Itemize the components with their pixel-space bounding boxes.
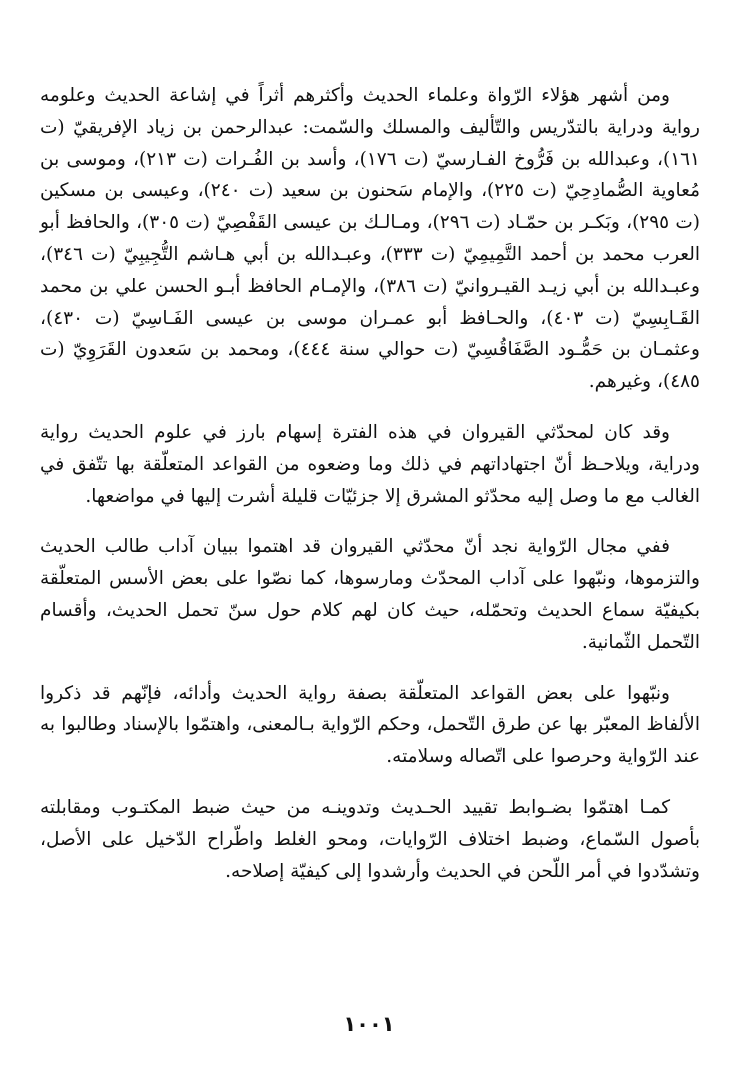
document-body bbox=[40, 80, 700, 906]
paragraph-narrators-list: ومن أشهر هؤلاء الرّواة وعلماء الحديث وأكثرهم أثراً في إشاعة الحديث وعلومه رواية ودراية بالتدّريس والتّأليف والمسلك والسّمت: عبدالرحمن بن زياد الإفريقيّ (ت ١٦١)، وعبدالله بن فَرُّوخ الفـارسيّ (ت ١٧٦)، وأسد بن الفُـرات (ت ٢١٣)، وموسى بن مُعاوية الصُّمادِحِيّ (ت ٢٢٥)، والإمام سَحنون بن سعيد (ت ٢٤٠)، وعيسى بن مسكين (ت ٢٩٥)، وبَكـر بن حمّـاد (ت ٢٩٦)، ومـالـك بن عيسى القَفْصِيّ (ت ٣٠٥)، والحافظ أبو العرب محمد بن أحمد التَّمِيمِيّ (ت ٣٣٣)، وعبـدالله بن أبي هـاشم التُّجِيبِيّ (ت ٣٤٦)، وعبـدالله بن أبي زيـد القيـروانيّ (ت ٣٨٦)، والإمـام الحافظ أبـو الحسن علي بن محمد القَـابِسِيّ (ت ٤٠٣)، والحـافظ أبو عمـران موسى بن عيسى الفَـاسِيّ (ت ٤٣٠)، وعثمـان بن حَمُّـود الصَّفَاقُسِيّ (ت حوالي سنة ٤٤٤)، ومحمد بن سَعدون القَرَوِيّ (ت ٤٨٥)، وغيرهم. bbox=[40, 85, 701, 393]
paragraph-hadith-recording: كمـا اهتمّوا بضـوابط تقييد الحـديث وتدوينـه من حيث ضبط المكتـوب ومقابلته بأصول السّماع، وضبط اختلاف الرّوايات، ومحو الغلط واطّراح الدّخيل على الأصل، وتشدّدوا في أمر اللّحن في الحديث وأرشدوا إلى كيفيّة إصلاحه. bbox=[40, 796, 700, 882]
paragraph-narration-rules: ونبّهوا على بعض القواعد المتعلّقة بصفة رواية الحديث وأدائه، فإنّهم قد ذكروا الألفاظ المعبّر بها عن طرق التّحمل، وحكم الرّواية بـالمعنى، واهتمّوا بالإسناد وطالبوا به عند الرّواية وحرصوا على اتّصاله وسلامته. bbox=[40, 682, 700, 768]
paragraph-narration-field: ففي مجال الرّواية نجد أنّ محدّثي القيروان قد اهتموا ببيان آداب طالب الحديث والتزموها، ونبّهوا على آداب المحدّث ومارسوها، كما نصّوا على بعض الأسس المتعلّقة بكيفيّة سماع الحديث وتحمّله، حيث كان لهم كلام حول سنّ تحمل الحديث، وأقسام التّحمل الثّمانية. bbox=[40, 536, 700, 653]
page-number: ١٠٠١ bbox=[343, 1012, 395, 1036]
paragraph-kairouan-contribution: وقد كان لمحدّثي القيروان في هذه الفترة إسهام بارز في علوم الحديث رواية ودراية، ويلاحـظ أنّ اجتهاداتهم في ذلك وما وضعوه من القواعد المتعلّقة بها تتّفق في الغالب مع ما وصل إليه محدّثو المشرق إلا جزئيّات قليلة أشرت إليها في مواضعها. bbox=[40, 421, 700, 507]
